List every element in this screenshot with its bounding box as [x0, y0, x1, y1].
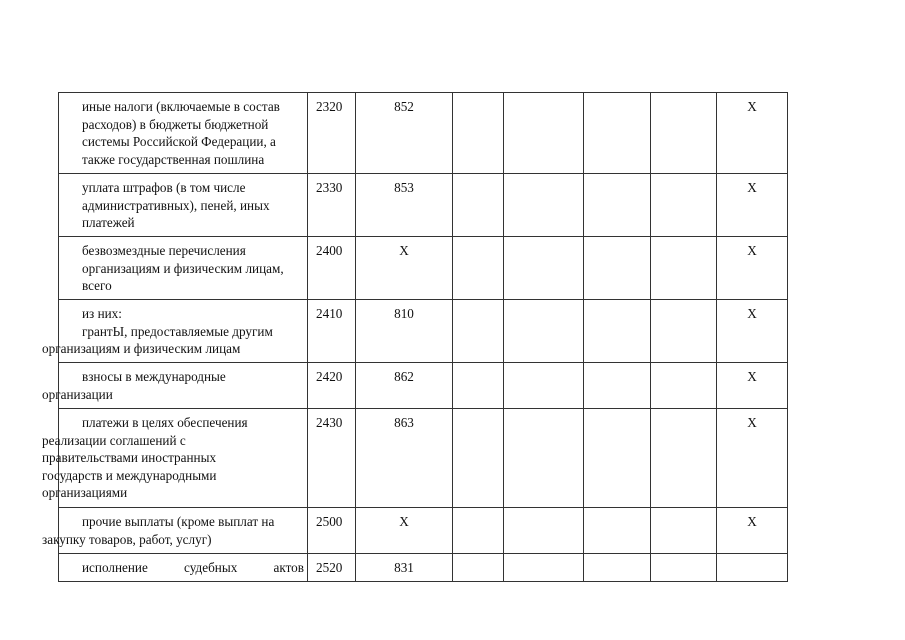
row-name: [62, 179, 304, 232]
table-row: [59, 237, 788, 300]
budget-table: [42, 92, 788, 582]
row-name-line: безвозмездные перечисления: [82, 243, 246, 258]
empty-cell: [584, 508, 651, 554]
empty-cell: [651, 508, 717, 554]
table-row: [59, 174, 788, 237]
row-name-line: платежей: [82, 215, 135, 230]
empty-cell: [453, 174, 504, 237]
empty-cell: [651, 237, 717, 300]
empty-cell: [453, 554, 504, 582]
row-name-line: грантЫ, предоставляемые другим: [82, 323, 273, 339]
empty-cell: [584, 237, 651, 300]
table-row: [59, 300, 788, 363]
row-name-line: административных), пеней, иных: [82, 197, 270, 213]
row-kbk: X: [356, 508, 453, 554]
row-name: [62, 98, 304, 168]
row-kbk: 810: [356, 300, 453, 363]
row-mark: X: [717, 174, 788, 237]
row-name: [42, 414, 304, 502]
row-name-line: государств и международными: [42, 467, 217, 483]
row-name-line: организациям и физическим лицам,: [82, 260, 284, 276]
row-name: [62, 559, 304, 577]
row-name-cell: [59, 237, 308, 300]
row-mark: X: [717, 363, 788, 409]
row-name-cell: [42, 409, 308, 508]
row-kbk: 862: [356, 363, 453, 409]
row-name-cell: [59, 174, 308, 237]
table-row: [59, 554, 788, 582]
empty-cell: [651, 174, 717, 237]
empty-cell: [453, 237, 504, 300]
row-mark: X: [717, 300, 788, 363]
empty-cell: [584, 409, 651, 508]
row-name-cell: [42, 508, 308, 554]
row-name-line: закупку товаров, работ, услуг): [42, 531, 212, 547]
row-name-line: уплата штрафов (в том числе: [82, 180, 246, 195]
empty-cell: [651, 554, 717, 582]
row-name-line: организациям и физическим лицам: [42, 341, 241, 356]
row-name-line: расходов) в бюджеты бюджетной: [82, 116, 269, 132]
row-name-line: прочие выплаты (кроме выплат на: [82, 514, 275, 529]
row-code: 2400: [308, 237, 356, 300]
row-name-line: также государственная пошлина: [82, 151, 265, 167]
empty-cell: [584, 174, 651, 237]
row-code: 2420: [308, 363, 356, 409]
row-kbk: 831: [356, 554, 453, 582]
row-name-cell: [59, 554, 308, 582]
row-name-line: платежи в целях обеспечения: [82, 415, 248, 430]
row-name-cell: [42, 363, 308, 409]
row-kbk: 853: [356, 174, 453, 237]
row-name-line: организациями: [42, 485, 128, 500]
row-name-line: взносы в международные: [82, 369, 226, 384]
table-row: [59, 508, 788, 554]
empty-cell: [453, 363, 504, 409]
empty-cell: [504, 93, 584, 174]
row-mark: X: [717, 409, 788, 508]
row-name-line: системы Российской Федерации, а: [82, 134, 276, 149]
empty-cell: [651, 363, 717, 409]
row-kbk: 863: [356, 409, 453, 508]
empty-cell: [504, 237, 584, 300]
row-name: [42, 513, 304, 548]
table-row: [59, 409, 788, 508]
empty-cell: [504, 554, 584, 582]
row-name-line: правительствами иностранных: [42, 450, 217, 465]
empty-cell: [504, 300, 584, 363]
row-name: [42, 368, 304, 403]
empty-cell: [651, 300, 717, 363]
row-code: 2500: [308, 508, 356, 554]
row-name-line: всего: [82, 278, 112, 293]
table-row: [59, 363, 788, 409]
row-name-line: организации: [42, 386, 113, 402]
row-code: 2330: [308, 174, 356, 237]
row-kbk: X: [356, 237, 453, 300]
row-mark: X: [717, 237, 788, 300]
row-code: 2520: [308, 554, 356, 582]
empty-cell: [504, 174, 584, 237]
row-code: 2410: [308, 300, 356, 363]
table-row: [59, 93, 788, 174]
empty-cell: [504, 409, 584, 508]
row-name-line: исполнение судебных актов: [82, 560, 304, 575]
empty-cell: [453, 93, 504, 174]
row-name-line: реализации соглашений с: [42, 432, 186, 448]
row-name-line: из них:: [82, 306, 122, 321]
row-code: 2430: [308, 409, 356, 508]
empty-cell: [651, 409, 717, 508]
row-mark: X: [717, 508, 788, 554]
empty-cell: [504, 363, 584, 409]
empty-cell: [453, 508, 504, 554]
empty-cell: [453, 409, 504, 508]
row-kbk: 852: [356, 93, 453, 174]
empty-cell: [584, 363, 651, 409]
row-code: 2320: [308, 93, 356, 174]
row-name: [42, 305, 304, 358]
row-name-cell: [59, 93, 308, 174]
row-name-line: иные налоги (включаемые в состав: [82, 99, 280, 114]
empty-cell: [584, 93, 651, 174]
empty-cell: [453, 300, 504, 363]
empty-cell: [584, 554, 651, 582]
row-mark: X: [717, 93, 788, 174]
empty-cell: [584, 300, 651, 363]
row-mark: [717, 554, 788, 582]
empty-cell: [504, 508, 584, 554]
empty-cell: [651, 93, 717, 174]
row-name-cell: [42, 300, 308, 363]
row-name: [62, 242, 304, 295]
